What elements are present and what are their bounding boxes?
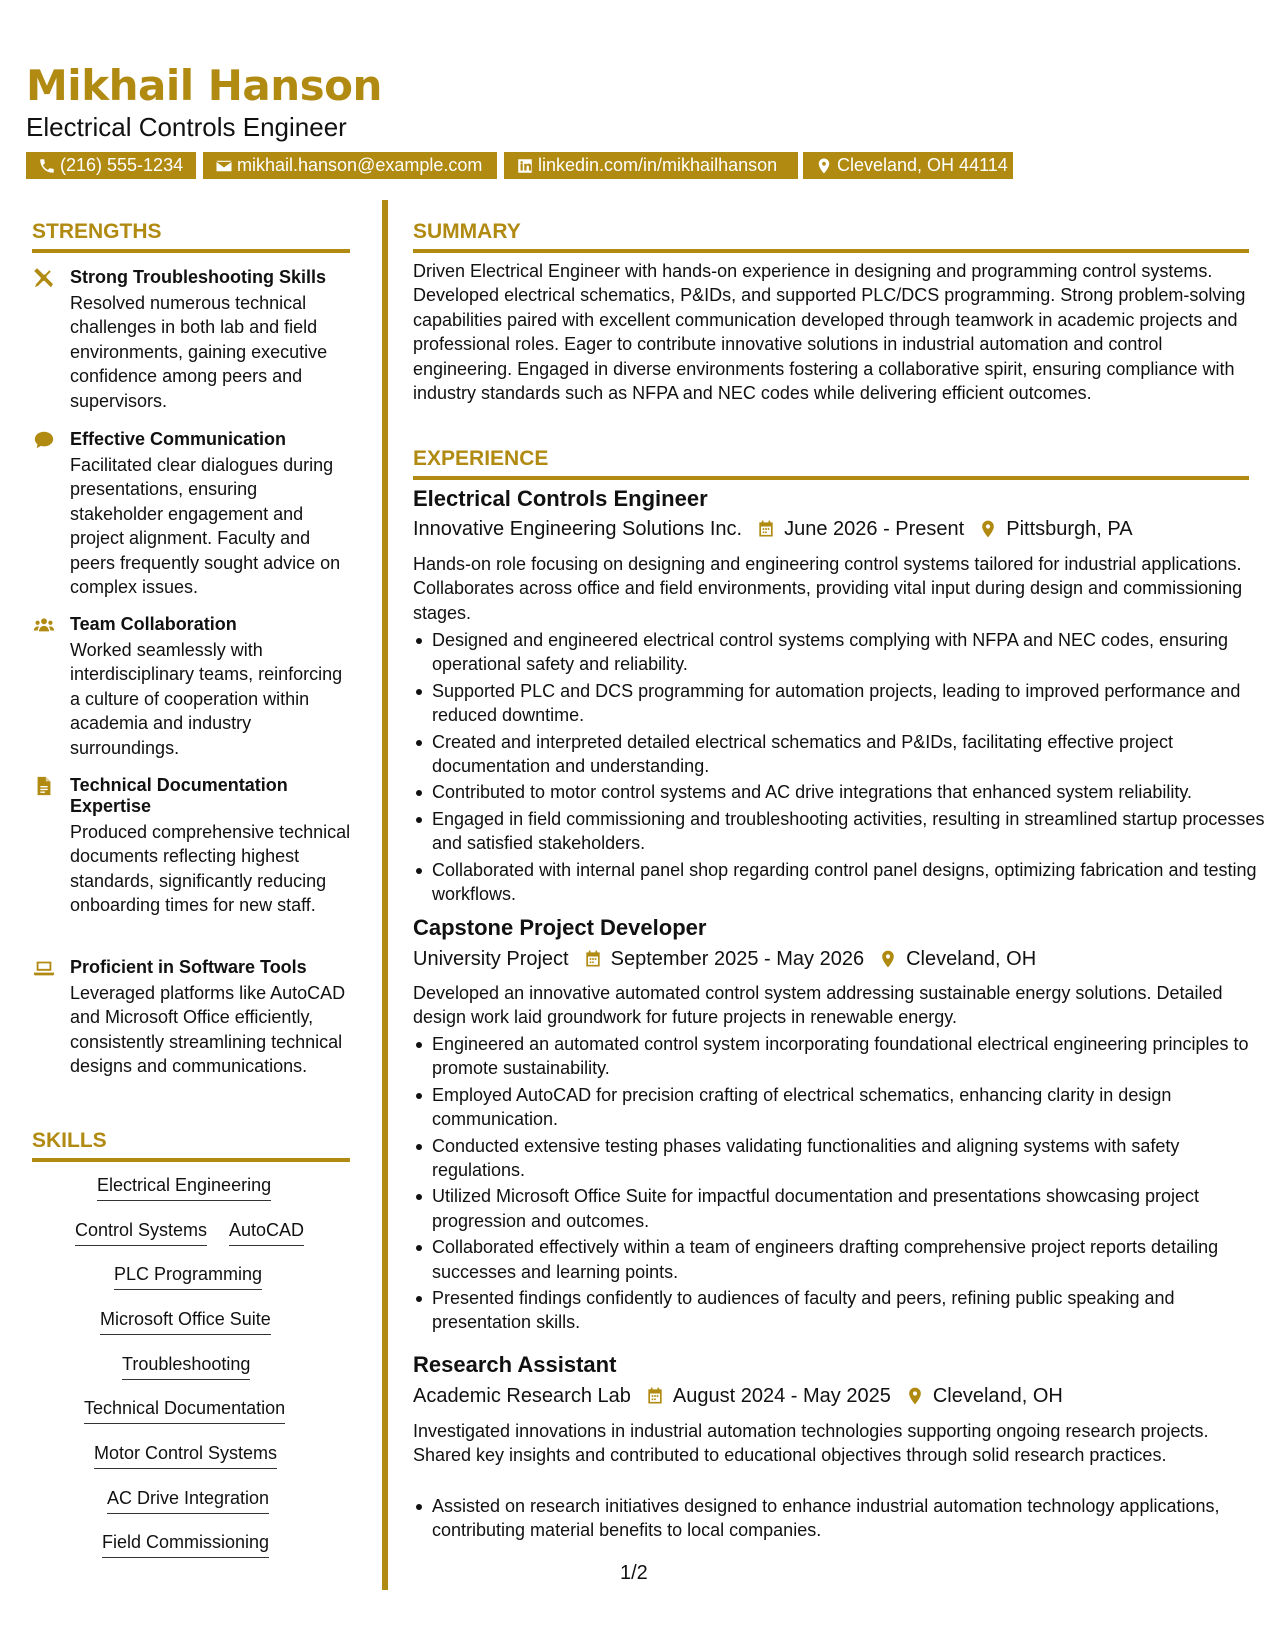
job-company: Innovative Engineering Solutions Inc. [413,518,743,540]
contact-linkedin[interactable] [504,152,798,179]
calendar-icon [756,519,776,539]
strengths-heading: STRENGTHS [32,220,162,243]
summary-text: Driven Electrical Engineer with hands-on experience in designing and programming control systems. Developed electrical schematics, P&IDs, and supported PLC/DCS programming. Strong problem-solving capabilities paired with excellent communication developed through teamwork in academic projects and professional roles. Eager to contribute innovative solutions in industrial automation and control engineering. Engaged in diverse environments fostering a collaborative spirit, ensuring compliance with industry standards such as NFPA and NEC codes while delivering efficient outcomes. [413,261,1246,404]
location-pin-icon [905,1386,925,1406]
linkedin-icon [516,157,534,175]
strength-item [32,267,352,413]
job-location: Cleveland, OH [932,1385,1063,1407]
job-bullet: Presented findings confidently to audiences of faculty and peers, refining public speaking and presentation skills. [432,1286,1268,1335]
job-company: University Project [413,948,569,970]
strength-item [32,775,352,918]
job-bullet: Assisted on research initiatives designed to enhance industrial automation technology applications, contributing material benefits to local companies. [432,1494,1268,1543]
candidate-name: Mikhail Hanson [26,61,382,110]
contact-phone[interactable] [26,152,196,179]
experience-rule [413,476,1249,480]
job-bullet: Created and interpreted detailed electrical schematics and P&IDs, facilitating effective project documentation and understanding. [432,730,1268,779]
location-pin-icon [878,949,898,969]
contact-location [803,152,1013,179]
skill-tag: Technical Documentation [84,1396,285,1424]
strength-title: Proficient in Software Tools [70,957,307,977]
skills-rule [32,1158,350,1162]
contact-email[interactable] [203,152,497,179]
laptop-icon [32,957,56,979]
envelope-icon [215,157,233,175]
speech-bubble-icon [32,429,56,451]
strength-title: Team Collaboration [70,614,237,634]
experience-heading: EXPERIENCE [413,447,549,470]
skill-tag: Control Systems [75,1218,207,1246]
job-desc: Investigated innovations in industrial automation technologies supporting ongoing research projects. Shared key insights and contributed to educational objectives through solid research practices. [413,1421,1209,1466]
job-bullets [413,628,1268,908]
job-dates: September 2025 - May 2026 [610,948,865,970]
strength-item [32,429,352,599]
job-bullets [413,1494,1268,1545]
document-icon [32,775,56,797]
skill-tag: AC Drive Integration [107,1486,269,1514]
skill-tag: Field Commissioning [102,1530,269,1558]
job-bullet: Collaborated with internal panel shop regarding control panel designs, optimizing fabrication and testing workflows. [432,858,1268,907]
strength-title: Technical Documentation Expertise [70,775,288,816]
job-desc: Hands-on role focusing on designing and engineering control systems tailored for industrial applications. Collaborates across office and field environments, providing vital input during design and commissioning stages. [413,554,1243,623]
page-number: 1/2 [620,1562,648,1584]
team-icon [32,614,56,636]
job-bullet: Supported PLC and DCS programming for automation projects, leading to improved performance and reduced downtime. [432,679,1268,728]
skill-tag: Electrical Engineering [97,1173,271,1201]
job-bullet: Engaged in field commissioning and troubleshooting activities, resulting in streamlined startup processes and satisfied stakeholders. [432,807,1268,856]
job-meta [413,1383,1063,1409]
job-title: Research Assistant [413,1352,617,1377]
skill-tag: Microsoft Office Suite [100,1307,271,1335]
job-bullet: Utilized Microsoft Office Suite for impactful documentation and presentations showcasing project progression and outcomes. [432,1184,1268,1233]
job-dates: August 2024 - May 2025 [672,1385,891,1407]
job-meta [413,946,1036,972]
job-bullet: Conducted extensive testing phases validating functionalities and aligning systems with safety regulations. [432,1134,1268,1183]
calendar-icon [583,949,603,969]
candidate-title: Electrical Controls Engineer [26,112,347,142]
skills-heading: SKILLS [32,1129,107,1152]
job-location: Cleveland, OH [906,948,1037,970]
skill-tag: Motor Control Systems [94,1441,277,1469]
strength-desc: Leveraged platforms like AutoCAD and Microsoft Office efficiently, consistently streamlining technical designs and communications. [70,983,346,1077]
column-divider [382,200,388,1590]
job-desc: Developed an innovative automated control system addressing sustainable energy solutions. Detailed design work laid groundwork for future projects in renewable energy. [413,983,1223,1028]
job-dates: June 2026 - Present [784,518,965,540]
job-title: Electrical Controls Engineer [413,486,708,511]
strength-desc: Resolved numerous technical challenges in both lab and field environments, gaining executive confidence among peers and supervisors. [70,293,328,411]
strength-desc: Facilitated clear dialogues during presentations, ensuring stakeholder engagement and project alignment. Faculty and peers frequently sought advice on complex issues. [70,455,341,598]
contact-location-text: Cleveland, OH 44114 [837,155,1008,175]
summary-heading: SUMMARY [413,220,521,243]
job-bullet: Collaborated effectively within a team of engineers drafting comprehensive project reports detailing successes and learning points. [432,1235,1268,1284]
strength-item [32,614,352,760]
location-pin-icon [815,157,833,175]
skill-tag: Troubleshooting [122,1352,250,1380]
strength-title: Effective Communication [70,429,287,449]
job-title: Capstone Project Developer [413,915,707,940]
phone-icon [38,157,56,175]
strength-title: Strong Troubleshooting Skills [70,267,327,287]
strength-item [32,957,352,1079]
job-bullet: Engineered an automated control system incorporating foundational electrical engineering principles to promote sustainability. [432,1032,1268,1081]
strengths-rule [32,249,350,253]
job-bullet: Designed and engineered electrical control systems complying with NFPA and NEC codes, ensuring operational safety and reliability. [432,628,1268,677]
summary-rule [413,249,1249,253]
contact-phone-text: (216) 555-1234 [60,155,184,175]
tools-icon [32,267,56,289]
strength-desc: Worked seamlessly with interdisciplinary teams, reinforcing a culture of cooperation within academia and industry surroundings. [70,640,343,758]
job-meta [413,516,1133,542]
location-pin-icon [978,519,998,539]
strength-desc: Produced comprehensive technical documents reflecting highest standards, significantly reducing onboarding times for new staff. [70,822,351,916]
contact-email-text: mikhail.hanson@example.com [237,155,483,175]
job-bullet: Employed AutoCAD for precision crafting of electrical schematics, enhancing clarity in design communication. [432,1083,1268,1132]
skill-tag: AutoCAD [229,1218,304,1246]
calendar-icon [645,1386,665,1406]
job-location: Pittsburgh, PA [1006,518,1133,540]
job-company: Academic Research Lab [413,1385,631,1407]
skill-tag: PLC Programming [114,1262,262,1290]
job-bullet: Contributed to motor control systems and AC drive integrations that enhanced system reliability. [432,780,1268,804]
job-bullets [413,1032,1268,1337]
contact-linkedin-text: linkedin.com/in/mikhailhanson [538,155,778,175]
